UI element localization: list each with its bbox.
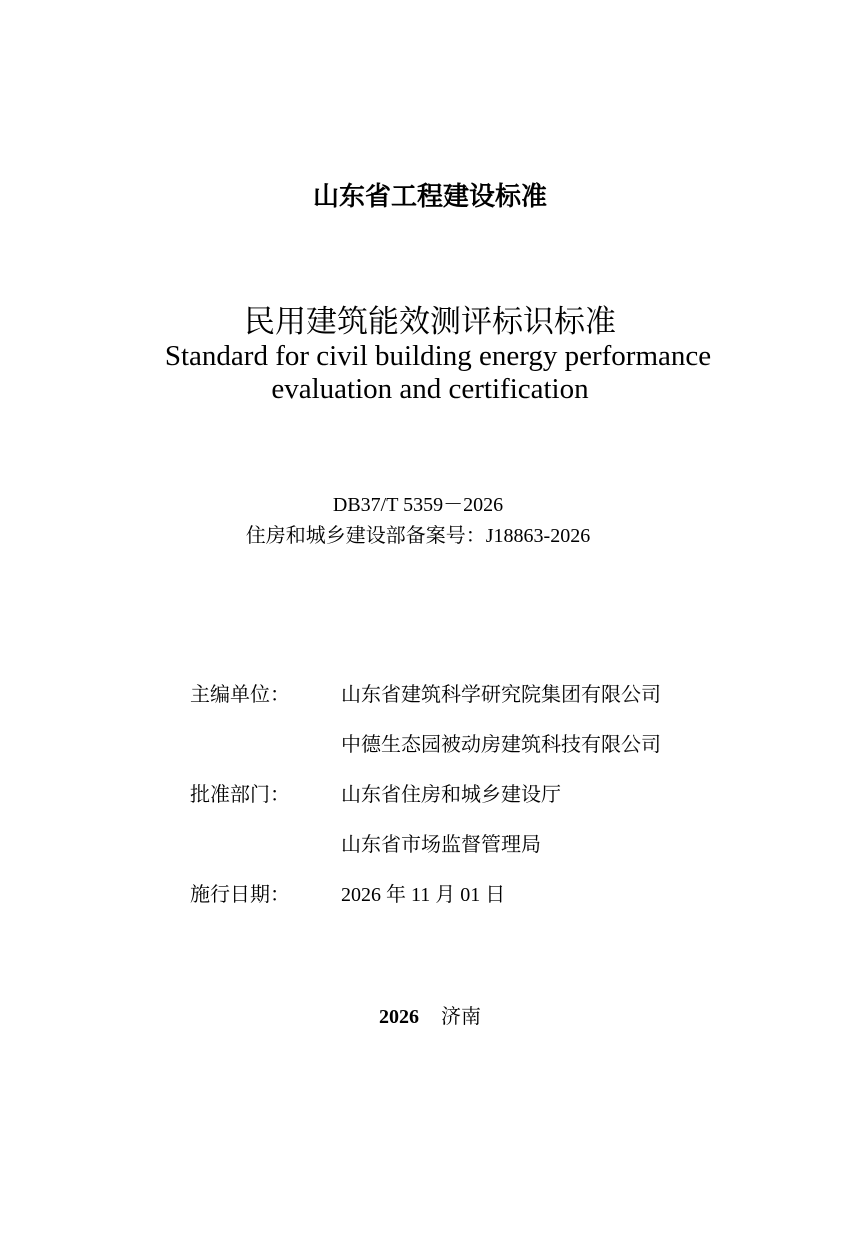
effective-date: 2026 年 11 月 01 日 bbox=[341, 884, 506, 906]
approver-department-1: 山东省住房和城乡建设厅 bbox=[341, 784, 561, 806]
publication-year: 2026 bbox=[379, 1006, 419, 1028]
effective-date-label: 施行日期： bbox=[190, 884, 290, 906]
approver-label: 批准部门： bbox=[190, 784, 290, 806]
publication-footer bbox=[0, 1000, 860, 1029]
approver-department-2: 山东省市场监督管理局 bbox=[341, 834, 541, 856]
series-title: 山东省工程建设标准 bbox=[312, 182, 547, 212]
editor-label: 主编单位： bbox=[190, 684, 290, 706]
record-number: 住房和城乡建设部备案号：J18863-2026 bbox=[245, 525, 591, 547]
publication-city: 济南 bbox=[441, 1006, 481, 1028]
standard-code: DB37/T 5359－2026 bbox=[332, 494, 504, 516]
editor-organization-2: 中德生态园被动房建筑科技有限公司 bbox=[341, 734, 661, 756]
document-title-chinese: 民用建筑能效测评标识标准 bbox=[244, 304, 616, 340]
document-title-english-line-2: evaluation and certification bbox=[271, 373, 589, 405]
editor-organization-1: 山东省建筑科学研究院集团有限公司 bbox=[341, 684, 661, 706]
document-title-english-line-1: Standard for civil building energy performance bbox=[164, 340, 712, 372]
